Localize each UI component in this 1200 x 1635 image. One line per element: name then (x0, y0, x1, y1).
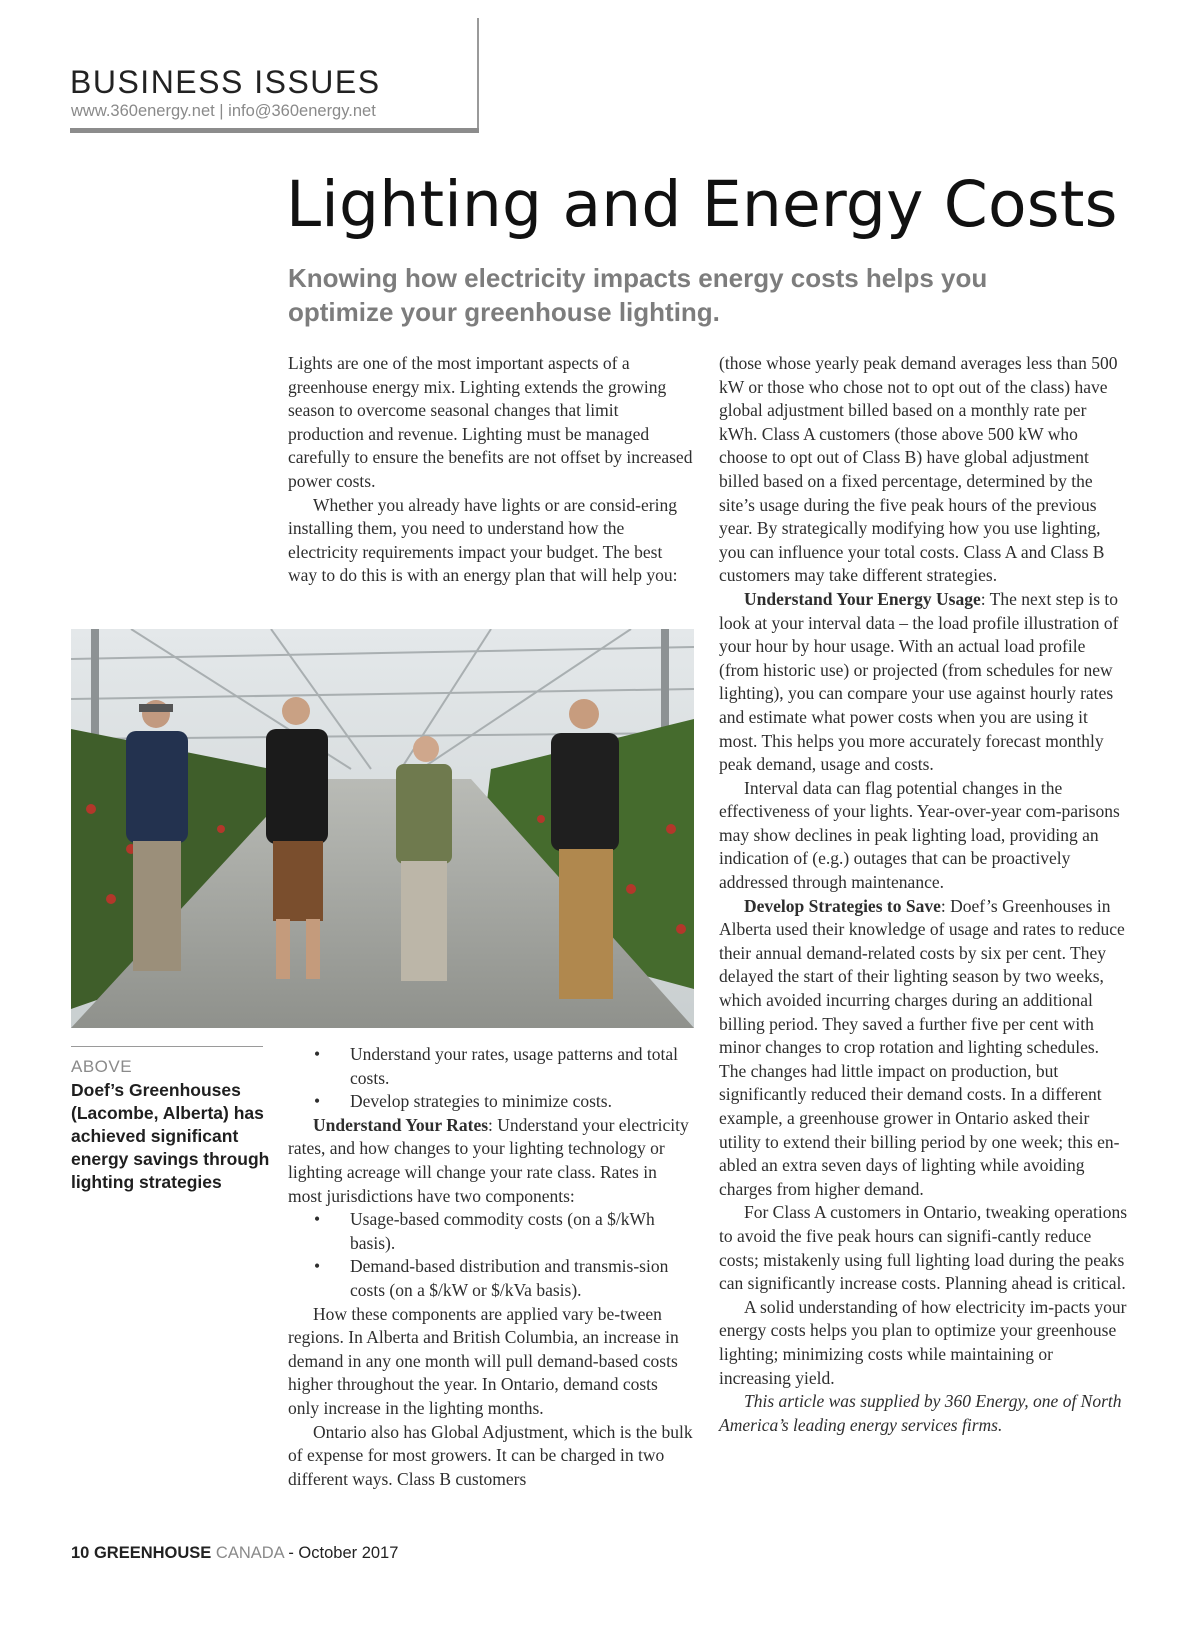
paragraph-rates (288, 1114, 693, 1208)
bullet-dot: • (314, 1044, 321, 1064)
right-column (719, 352, 1129, 1437)
paragraph-conclusion: A solid understanding of how electricity im-pacts your energy costs helps you plan to optimize your greenhouse lighting; minimizing costs while maintaining or increasing yield. (719, 1296, 1127, 1388)
paragraph-global-adjustment: Ontario also has Global Adjustment, which is the bulk of expense for most growers. It can be charged in two different ways. Class B customers (288, 1421, 693, 1489)
bullet-item (288, 1255, 693, 1302)
bullet-text: Develop strategies to minimize costs. (350, 1091, 612, 1112)
left-column-top (288, 352, 693, 588)
article-deck: Knowing how electricity impacts energy costs helps you optimize your greenhouse lighting. (288, 263, 988, 327)
bullet-text: Usage-based commodity costs (on a $/kWh basis). (350, 1209, 655, 1253)
caption-label: ABOVE (71, 1057, 133, 1076)
paragraph-save (719, 895, 1129, 1202)
run-in-heading: Understand Your Energy Usage (744, 588, 981, 609)
bullet-dot: • (314, 1209, 321, 1230)
bullet-item (288, 1043, 693, 1090)
magazine-name-light: CANADA (215, 1544, 284, 1562)
paragraph-rates-text: : Understand your electricity rates, and how changes to your lighting technology or lighting acreage will change your rate class. Rates in most jurisdictions have two components: (288, 1114, 689, 1206)
header-horizontal-rule (70, 128, 479, 133)
section-contact: www.360energy.net | info@360energy.net (71, 102, 376, 120)
magazine-name-bold: GREENHOUSE (93, 1544, 212, 1562)
greenhouse-photo-illustration (71, 629, 694, 1028)
section-label: BUSINESS ISSUES (70, 64, 381, 100)
bullet-text: Understand your rates, usage patterns and total costs. (350, 1044, 679, 1088)
article-credit: This article was supplied by 360 Energy, one of North America’s leading energy services firms. (719, 1391, 1122, 1435)
page-number: 10 (71, 1544, 90, 1562)
run-in-heading: Understand Your Rates (313, 1114, 489, 1135)
bullet-text: Demand-based distribution and transmis-sion costs (on a $/kW or $/kVa basis). (350, 1256, 669, 1300)
page-footer (71, 1544, 398, 1563)
paragraph-regions: How these components are applied vary be-tween regions. In Alberta and British Columbia, an increase in demand in any one month will pull demand-based costs higher throughout the year. In Ontario, demand costs only increase in the lighting months. (288, 1303, 679, 1418)
greenhouse-photo (71, 629, 694, 1028)
paragraph-save-text: : Doef’s Greenhouses in Alberta used their knowledge of usage and rates to reduce their annual demand-related costs by six per cent. They delayed the start of their lighting season by two weeks, which avoided incurring charges during an additional billing period. They saved a further five per cent with minor changes to crop rotation and lighting schedules. The changes had little impact on production, but significantly reduced their demand costs. In a different example, a greenhouse grower in Ontario asked their utility to extend their billing period by one week; this en-abled an extra seven days of lighting while avoiding charges from higher demand. (719, 895, 1125, 1199)
article-title: Lighting and Energy Costs (286, 168, 1118, 241)
paragraph-class-a: For Class A customers in Ontario, tweaking operations to avoid the five peak hours can signifi-cantly reduce costs; mistakenly using full lighting load during the peaks can significantly increase costs. Planning ahead is critical. (719, 1202, 1128, 1294)
paragraph-global-adjustment-cont: (those whose yearly peak demand averages less than 500 kW or those who chose not to opt out of the class) have global adjustment billed based on a monthly rate per kWh. Class A customers (those above 500 kW who choose to opt out of Class B) have global adjustment billed based on a fixed percentage, determined by the site’s usage during the five peak hours of the previous year. By strategically modifying how you use lighting, you can influence your total costs. Class A and Class B customers may take different strategies. (719, 353, 1118, 586)
caption-rule (71, 1046, 263, 1047)
bullet-dot: • (314, 1091, 321, 1112)
run-in-heading: Develop Strategies to Save (744, 895, 941, 916)
bullet-dot: • (314, 1256, 321, 1277)
paragraph-intro: Lights are one of the most important aspects of a greenhouse energy mix. Lighting extends the growing season to overcome seasonal changes that limit production and revenue. Lighting must be managed carefully to ensure the benefits are not offset by increased power costs. (288, 353, 693, 491)
paragraph-usage (719, 588, 1129, 777)
bullet-item (288, 1090, 693, 1114)
issue-date: - October 2017 (283, 1544, 399, 1562)
photo-caption: Doef’s Greenhouses (Lacombe, Alberta) has achieved significant energy savings through lighting strategies (71, 1080, 270, 1192)
paragraph-plan: Whether you already have lights or are consid-ering installing them, you need to understand how the electricity requirements impact your budget. The best way to do this is with an energy plan that will help you: (288, 494, 678, 586)
bullet-item (288, 1208, 693, 1255)
header-vertical-rule (477, 18, 479, 133)
paragraph-usage-text: : The next step is to look at your interval data – the load profile illustration of your hour by hour usage. With an actual load profile (from historic use) or projected (from schedules for new lighting), you can compare your use against hourly rates and estimate what power costs when you are using it most. This helps you more accurately forecast monthly peak demand, usage and costs. (719, 588, 1119, 775)
paragraph-interval: Interval data can flag potential changes in the effectiveness of your lights. Year-over-year com-parisons may show declines in peak lighting load, providing an indication of (e.g.) outages that can be proactively addressed through maintenance. (719, 777, 1120, 893)
left-column-bottom (288, 1043, 693, 1491)
